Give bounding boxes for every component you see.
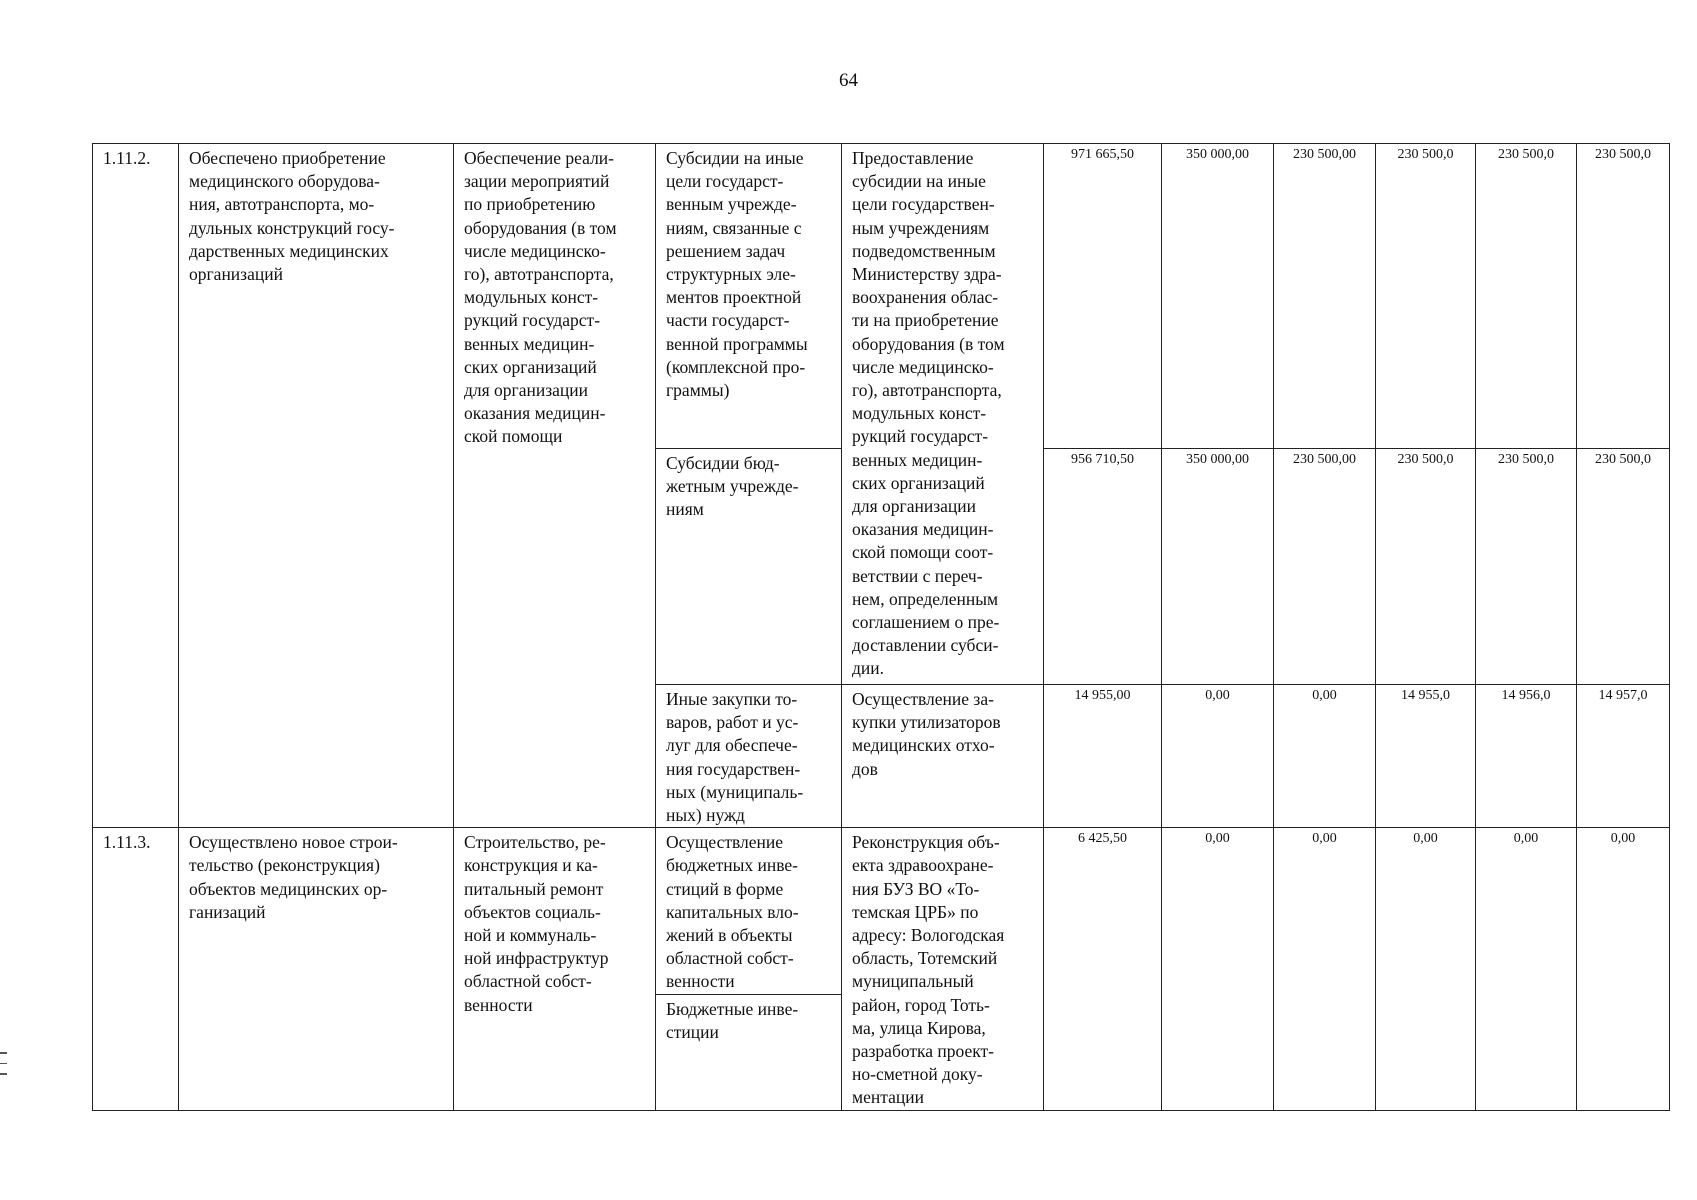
value-cell: 350 000,00 <box>1162 144 1274 449</box>
scan-edge-marks <box>0 1052 8 1084</box>
value-cell: 230 500,0 <box>1577 144 1670 449</box>
row-number-cell: 1.11.2. <box>93 144 179 828</box>
value-cell: 230 500,0 <box>1476 449 1577 685</box>
description-cell: Реконструкция объ- екта здравоохране- ния БУЗ ВО «То- темская ЦРБ» по адресу: Вологодская область, Тотемский муниципальный район, город Тоть- ма, улица Кирова, разработка проект- но-сметной доку- ментации <box>842 828 1044 1110</box>
expense-type-cell: Осуществление бюджетных инве- стиций в форме капитальных вло- жений в объекты областной собст- венности <box>656 828 842 994</box>
expense-type-cell: Субсидии на иные цели государст- венным учрежде- ниям, связанные с решением задач структурных эле- ментов проектной части государст- венной программы (комплексной про- граммы) <box>656 144 842 449</box>
value-cell: 230 500,0 <box>1577 449 1670 685</box>
value-cell: 971 665,50 <box>1044 144 1162 449</box>
value-cell: 6 425,50 <box>1044 828 1162 1110</box>
activity-cell: Строительство, ре- конструкция и ка- питальный ремонт объектов социаль- ной и коммуналь- ной инфраструктур областной собст- венности <box>454 828 656 1110</box>
value-cell: 230 500,0 <box>1376 144 1476 449</box>
value-cell: 230 500,00 <box>1274 144 1376 449</box>
value-cell: 14 957,0 <box>1577 685 1670 828</box>
value-cell: 230 500,00 <box>1274 449 1376 685</box>
value-cell: 14 955,00 <box>1044 685 1162 828</box>
value-cell: 350 000,00 <box>1162 449 1274 685</box>
edge-mark <box>0 1052 7 1054</box>
budget-table <box>92 143 1670 1111</box>
table-row <box>93 828 1670 994</box>
value-cell: 0,00 <box>1162 685 1274 828</box>
edge-mark <box>0 1073 7 1075</box>
table-row <box>93 144 1670 449</box>
description-cell: Предоставление субсидии на иные цели государствен- ным учреждениям подведомственным Министерству здра- воохранения облас- ти на приобретение оборудования (в том числе медицинско- го), автотранспорта, модульных конст- рукций государст- венных медицин- ских организаций для организации оказания медицин- ской помощи соот- ветствии с переч- нем, определенным соглашением о пре- доставлении субси- дии. <box>842 144 1044 685</box>
result-cell: Осуществлено новое строи- тельство (реконструкция) объектов медицинских ор- ганизаций <box>179 828 454 1110</box>
row-number-cell: 1.11.3. <box>93 828 179 1110</box>
value-cell: 14 955,0 <box>1376 685 1476 828</box>
value-cell: 0,00 <box>1162 828 1274 1110</box>
expense-type-cell: Субсидии бюд- жетным учрежде- ниям <box>656 449 842 685</box>
expense-type-cell: Бюджетные инве- стиции <box>656 994 842 1110</box>
value-cell: 230 500,0 <box>1376 449 1476 685</box>
value-cell: 956 710,50 <box>1044 449 1162 685</box>
value-cell: 230 500,0 <box>1476 144 1577 449</box>
result-cell: Обеспечено приобретение медицинского оборудова- ния, автотранспорта, мо- дульных конструкций госу- дарственных медицинских организаций <box>179 144 454 828</box>
activity-cell: Обеспечение реали- зации мероприятий по приобретению оборудования (в том числе медицинско- го), автотранспорта, модульных конст- рукций государст- венных медицин- ских организаций для организации оказания медицин- ской помощи <box>454 144 656 828</box>
description-cell: Осуществление за- купки утилизаторов медицинских отхо- дов <box>842 685 1044 828</box>
edge-mark <box>0 1063 7 1065</box>
value-cell: 14 956,0 <box>1476 685 1577 828</box>
value-cell: 0,00 <box>1274 828 1376 1110</box>
value-cell: 0,00 <box>1577 828 1670 1110</box>
value-cell: 0,00 <box>1376 828 1476 1110</box>
page-number: 64 <box>839 70 858 91</box>
value-cell: 0,00 <box>1274 685 1376 828</box>
value-cell: 0,00 <box>1476 828 1577 1110</box>
expense-type-cell: Иные закупки то- варов, работ и ус- луг для обеспече- ния государствен- ных (муниципаль- ных) нужд <box>656 685 842 828</box>
